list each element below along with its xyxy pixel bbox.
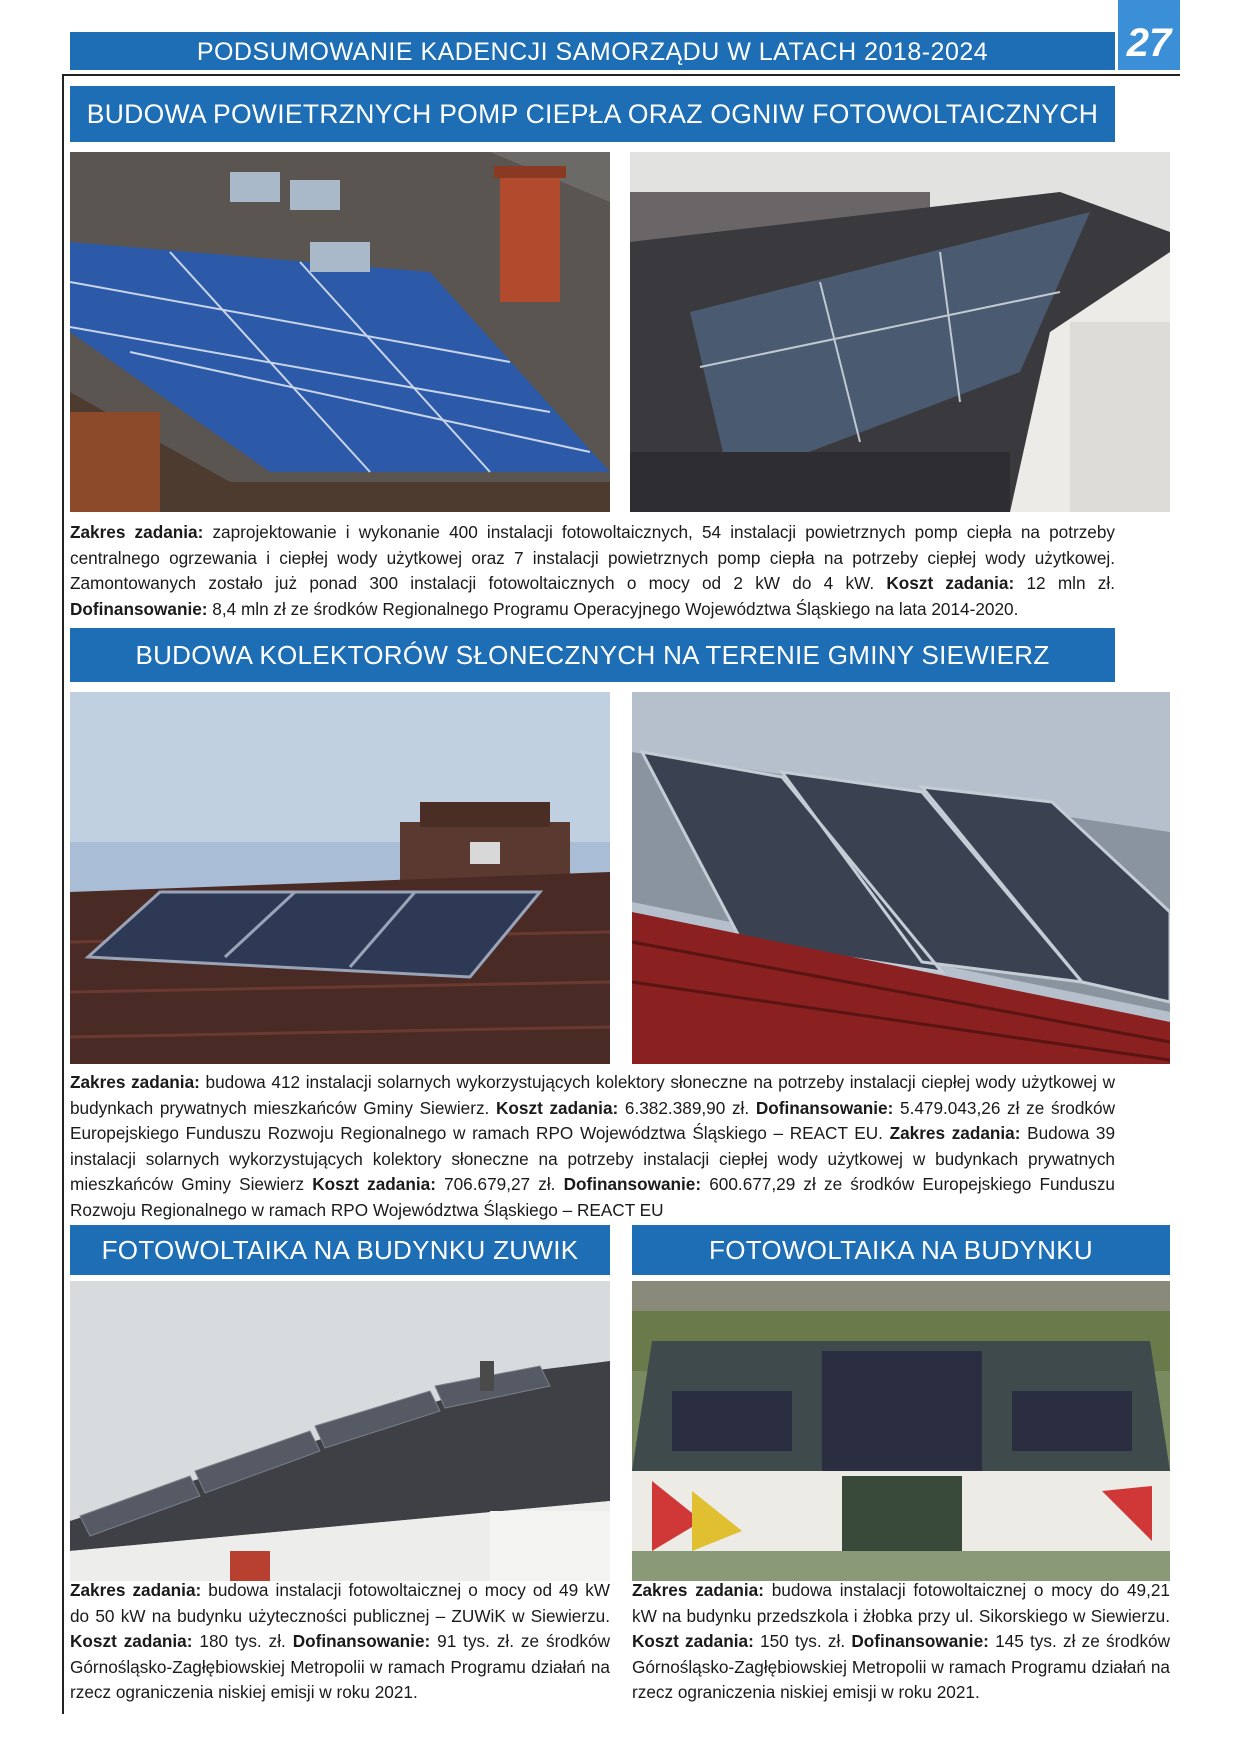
scope-text-2: Budowa 39 instalacji solarnych wykorzystujących kolektory słoneczne na potrzeby instalacji ciepłej wody użytkowej w budynkach prywatnych mieszkańców Gminy Siewierz [70,1123,1116,1195]
scope-text: budowa 412 instalacji solarnych wykorzystujących kolektory słoneczne na potrzeby instalacji ciepłej wody użytkowej w budynkach prywatnych mieszkańców Gminy Siewierz. [70,1072,1115,1118]
label-funding: Dofinansowanie: [292,1631,431,1652]
label-scope: Zakres zadania: [70,522,204,542]
photo-solar-collectors-1 [70,692,610,1064]
label-funding: Dofinansowanie: [70,598,208,619]
photo-pv-zuwik [70,1281,610,1581]
label-cost: Koszt zadania: [70,1631,193,1652]
cost-text-2: 706.679,27 zł. [435,1174,564,1195]
funding-text: 5.479.043,26 zł ze środków Europejskiego Funduszu Rozwoju Regionalnego w ramach RPO Województwa Śląskiego – REACT EU. [70,1097,1115,1144]
page-number: 27 [1118,0,1180,70]
photo-pv-roof-2 [630,152,1170,512]
section-title-solar-collectors: BUDOWA KOLEKTORÓW SŁONECZNYCH NA TERENIE GMINY SIEWIERZ [70,628,1115,682]
scope-text: budowa instalacji fotowoltaicznej o mocy od 49 kW do 50 kW na budynku użyteczności publicznej – ZUWiK w Siewierzu. [70,1580,611,1626]
funding-text-2: 600.677,29 zł ze środków Europejskiego Funduszu Rozwoju Regionalnego w ramach RPO Województwa Śląskiego – REACT EU [70,1174,1115,1220]
funding-text: 145 tys. zł ze środków Górnośląsko-Zagłębiowskiej Metropolii w ramach Programu działań na rzecz ograniczenia niskiej emisji w roku 2021. [632,1631,1171,1703]
header-rule [62,74,1180,76]
section1-description [70,520,1115,622]
label-cost: Koszt zadania: [632,1631,754,1652]
label-cost-2: Koszt zadania: [312,1174,436,1195]
section2-description [70,1070,1115,1224]
label-funding: Dofinansowanie: [755,1097,894,1118]
cost-text: 150 tys. zł. [753,1631,852,1652]
left-margin-rule [62,74,64,1714]
page-header-title: PODSUMOWANIE KADENCJI SAMORZĄDU W LATACH 2018-2024 [196,38,989,66]
cost-text: 12 mln zł. [1014,573,1115,594]
funding-text: 8,4 mln zł ze środków Regionalnego Programu Operacyjnego Województwa Śląskiego na lata 2014-2020. [207,598,1019,619]
section4-description [632,1578,1170,1706]
label-funding: Dofinansowanie: [851,1631,989,1652]
section-title-pv-zuwik: FOTOWOLTAIKA NA BUDYNKU ZUWIK [70,1225,610,1275]
scope-text: budowa instalacji fotowoltaicznej o mocy do 49,21 kW na budynku przedszkola i żłobka przy ul. Sikorskiego w Siewierzu. [632,1580,1170,1626]
label-scope: Zakres zadania: [632,1580,764,1600]
label-scope: Zakres zadania: [70,1580,202,1600]
label-cost: Koszt zadania: [886,573,1015,594]
label-cost: Koszt zadania: [496,1097,619,1118]
label-funding-2: Dofinansowanie: [563,1174,702,1195]
section-title-heat-pumps-pv: BUDOWA POWIETRZNYCH POMP CIEPŁA ORAZ OGNIW FOTOWOLTAICZNYCH [70,86,1115,142]
label-scope-2: Zakres zadania: [889,1123,1021,1144]
section3-description [70,1578,610,1706]
funding-text: 91 tys. zł. ze środków Górnośląsko-Zagłębiowskiej Metropolii w ramach Programu działań na rzecz ograniczenia niskiej emisji w roku 2021. [70,1631,610,1703]
scope-text: zaprojektowanie i wykonanie 400 instalacji fotowoltaicznych, 54 instalacji powietrznych pomp ciepła na potrzeby centralnego ogrzewania i ciepłej wody użytkowej oraz 7 instalacji powietrznych pomp ciepła na potrzeby ciepłej wody użytkowej. Zamontowanych zostało już ponad 300 instalacji fotowoltaicznych o mocy od 2 kW do 4 kW. [70,522,1116,594]
photo-pv-kindergarten [632,1281,1170,1581]
label-scope: Zakres zadania: [70,1072,200,1092]
photo-pv-roof-1 [70,152,610,512]
cost-text: 6.382.389,90 zł. [618,1097,756,1118]
cost-text: 180 tys. zł. [192,1631,293,1652]
section-title-pv-kindergarten: FOTOWOLTAIKA NA BUDYNKU [632,1225,1170,1275]
photo-solar-collectors-2 [632,692,1170,1064]
